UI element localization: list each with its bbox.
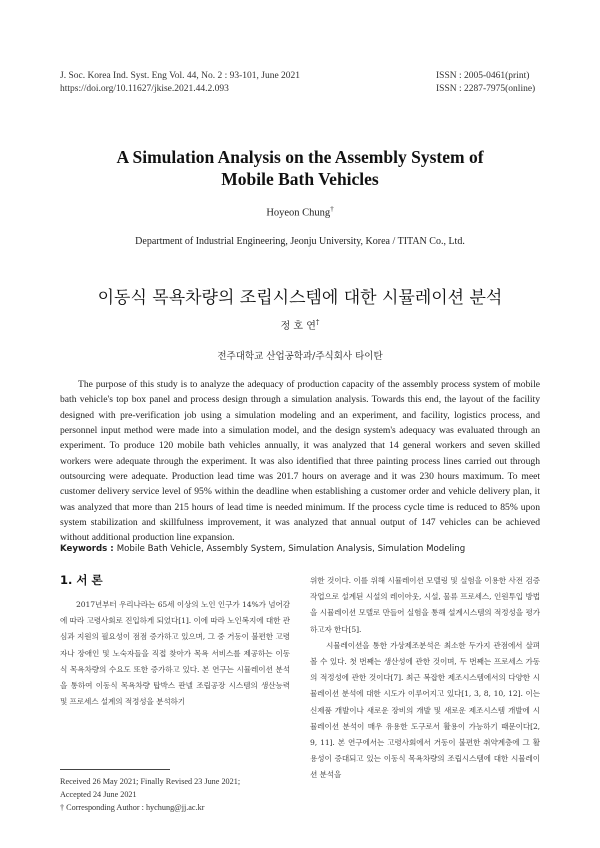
korean-corresponding-mark: †	[315, 318, 320, 327]
author-affiliation: Department of Industrial Engineering, Jeonju University, Korea / TITAN Co., Ltd.	[135, 236, 465, 247]
intro-paragraph-2: 시뮬레이션을 통한 가상제조분석은 최소한 두가지 관점에서 살펴볼 수 있다. 첫 번째는 생산성에 관한 것이며, 두 번째는 프로세스 가동의 적정성에 관한 것이다[7]. 최근 복잡한 제조시스템에서의 다양한 시뮬레이션 분석에 대한 시도가 이루어지고 있다[1, 3, 8, 10, 12]. 이는 신제품 개발이나 새로운 장비의 개발 및 새로운 제조시스템 개발에 시뮬레이션 분석이 매우 유용한 도구로서 활용이 가능하기 때문이다[2, 9, 11]. 본 연구에서는 고령사회에서 거동이 불편한 취약계층에 그 활용성이 증대되고 있는 이동식 목욕차량의 조립시스템에 대한 시뮬레이션 분석을	[310, 640, 540, 780]
journal-citation: J. Soc. Korea Ind. Syst. Eng Vol. 44, No. 2 : 93-101, June 2021	[60, 71, 301, 81]
korean-affiliation: 전주대학교 산업공학과/주식회사 타이탄	[217, 351, 383, 362]
keywords-label: Keywords :	[60, 544, 117, 554]
issn-online: ISSN : 2287-7975(online)	[436, 84, 536, 94]
section-heading-introduction: 1. 서 론	[60, 573, 103, 587]
korean-title: 이동식 목욕차량의 조립시스템에 대한 시뮬레이션 분석	[97, 288, 503, 308]
issn-print: ISSN : 2005-0461(print)	[436, 71, 530, 81]
right-column	[310, 573, 540, 784]
author-name: Hoyeon Chung†	[266, 205, 334, 219]
footnote-received: Received 26 May 2021; Finally Revised 23 June 2021;	[60, 777, 241, 786]
keywords	[60, 544, 465, 554]
footnote-accepted: Accepted 24 June 2021	[60, 790, 137, 799]
corresponding-mark: †	[330, 205, 334, 213]
footnote-divider	[60, 769, 170, 770]
abstract: The purpose of this study is to analyze the adequacy of production capacity of the assembly process system of mobile bath vehicle's top box panel and process design through a simulation analysis. Towards this end, the layout of the facility designed with pre-verification job using a simulation modeling and an experiment, and facility, logistics process, and personnel input method were made into a simulation model, and the design system's adequacy was evaluated through an experiment. To produce 120 mobile bath vehicles annually, it was analyzed that 14 general workers and seven skilled workers were adequate through the experiment. It was also identified that three painting process lines carried out through outsourcing were adequate. Production lead time was 201.7 hours on average and it was 230 hours maximum. To meet customer delivery service level of 95% within the deadline when establishing a customer order and vehicle delivery plan, it was analyzed that more than 215 hours of lead time is needed minimum. If the process cycle time is reduced to 85% upon system stabilization and skillfulness improvement, it was analyzed that annual output of 147 vehicles can be achieved without additional production line expansion.	[60, 379, 540, 544]
footnote-corresponding-author: † Corresponding Author : hychung@jj.ac.kr	[60, 803, 205, 812]
intro-paragraph-1: 2017년부터 우리나라는 65세 이상의 노인 인구가 14%가 넘어감에 따라 고령사회로 진입하게 되었다[1]. 이에 따라 노인복지에 대한 관심과 지원의 필요성이 점점 증가하고 있으며, 그 중 거동이 불편한 고령자나 장애인 및 노숙자들을 직접 찾아가 목욕 서비스를 제공하는 이동식 목욕차량의 수요도 또한 증가하고 있다. 본 연구는 시뮬레이션 분석을 통하여 이동식 목욕차량 탑박스 판넬 조립공장 시스템의 생산능력 및 프로세스 설계의 적정성을 분석하기	[60, 600, 290, 707]
intro-paragraph-1-continued: 위한 것이다. 이를 위해 시뮬레이션 모델링 및 실험을 이용한 사전 검증작업으로 설계된 시설의 레이아웃, 시설, 물류 프로세스, 인원투입 방법을 시뮬레이션 모델로 만들어 실험을 통해 설계시스템의 적정성을 평가하고자 한다[5].	[310, 576, 540, 634]
korean-author-name: 정 호 연†	[280, 318, 320, 332]
footnote-block	[60, 775, 240, 814]
doi-link[interactable]: https://doi.org/10.11627/jkise.2021.44.2.093	[60, 84, 229, 94]
paper-title-line1: A Simulation Analysis on the Assembly System of	[116, 147, 484, 167]
paper-title-line2: Mobile Bath Vehicles	[221, 169, 379, 189]
left-column	[60, 597, 290, 710]
keywords-text: Mobile Bath Vehicle, Assembly System, Simulation Analysis, Simulation Modeling	[116, 544, 466, 554]
